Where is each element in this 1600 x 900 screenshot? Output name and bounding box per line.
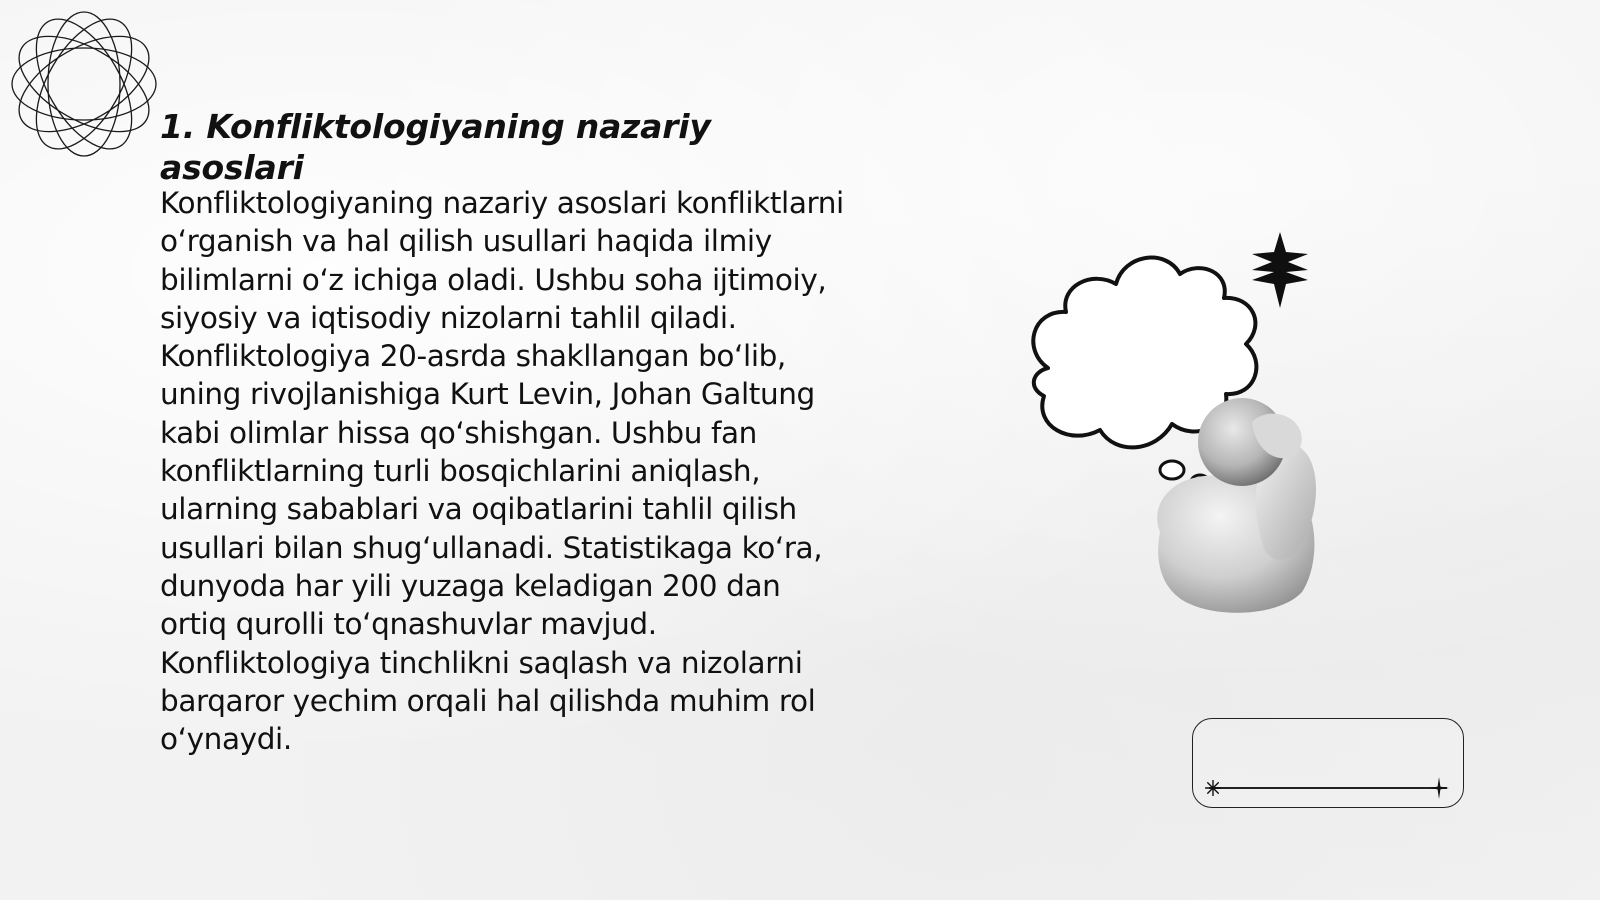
slide-body-text: Konfliktologiyaning nazariy asoslari konfliktlarni o‘rganish va hal qilish usullari haqida ilmiy bilimlarni o‘z ichiga oladi. Ushbu soha ijtimoiy, siyosiy va iqtisodiy nizolarni tahlil qiladi. Konfliktologiya 20-asrda shakllangan bo‘lib, uning rivojlanishiga Kurt Levin, Johan Galtung kabi olimlar hissa qo‘shishgan. Ushbu fan konfliktlarning turli bosqichlarini aniqlash, ularning sabablari va oqibatlarini tahlil qilish usullari bilan shug‘ullanadi. Statistikaga ko‘ra, dunyoda har yili yuzaga keladigan 200 dan ortiq qurolli to‘qnashuvlar mavjud. Konfliktologiya tinchlikni saqlash va nizolarni barqaror yechim orqali hal qilishda muhim rol o‘ynaydi.: [160, 186, 844, 757]
slider-card: [1192, 718, 1464, 808]
circle-rosette-icon: [10, 10, 158, 158]
slide-title: 1. Konfliktologiyaning nazariy asoslari: [160, 107, 711, 187]
thinking-person-icon: [1030, 232, 1350, 622]
starburst-icon[interactable]: [1205, 780, 1221, 796]
sparkle-icon: [1252, 232, 1308, 308]
sparkle-cross-icon[interactable]: [1429, 777, 1449, 799]
slider-track[interactable]: [1209, 787, 1447, 789]
